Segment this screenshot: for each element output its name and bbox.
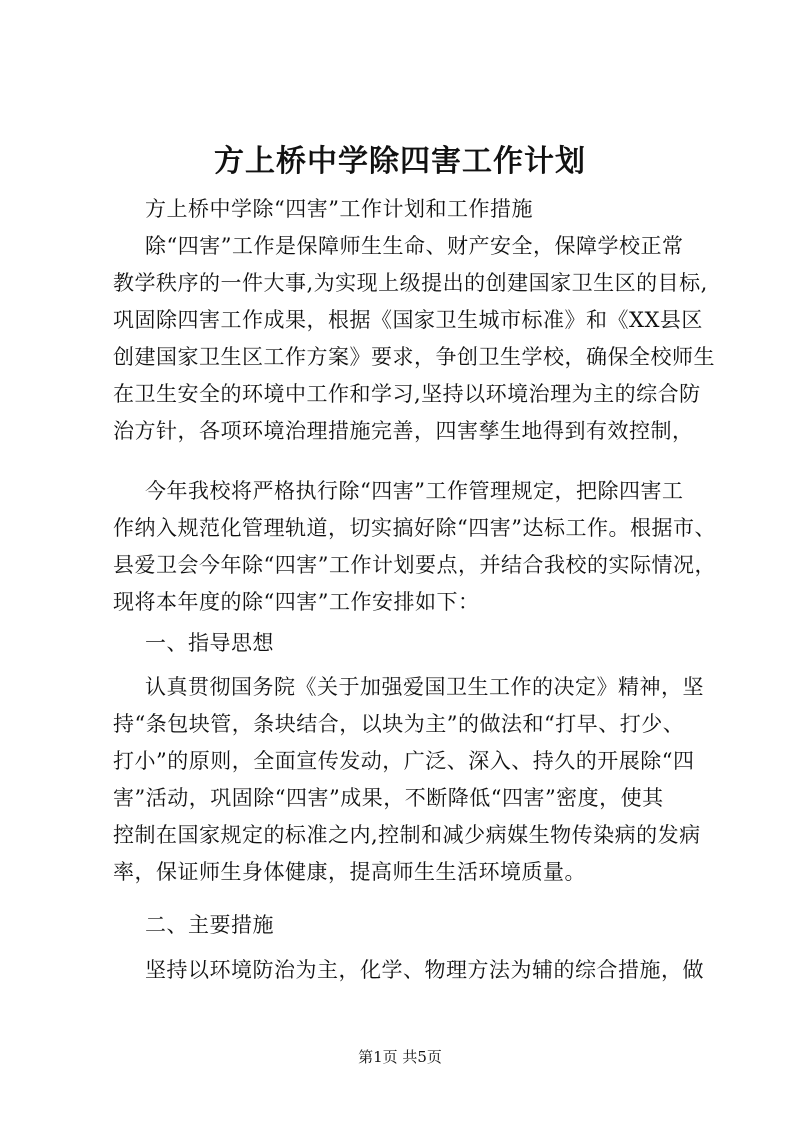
paragraph-line: 治方针，各项环境治理措施完善，四害孳生地得到有效控制，: [113, 419, 694, 443]
paragraph-line: 今年我校将严格执行除“四害”工作管理规定，把除四害工: [145, 479, 684, 503]
paragraph-line: 县爱卫会今年除“四害”工作计划要点，并结合我校的实际情况，: [113, 553, 716, 577]
section-heading-guiding: 一、指导思想: [145, 631, 274, 655]
paragraph-line: 创建国家卫生区工作方案》要求，争创卫生学校，确保全校师生: [113, 345, 715, 369]
paragraph-line: 巩固除四害工作成果，根据《国家卫生城市标准》和《XX县区: [113, 308, 703, 332]
page-footer: 第1页 共5页: [358, 1048, 442, 1066]
document-title: 方上桥中学除四害工作计划: [214, 144, 586, 179]
paragraph-line: 害”活动，巩固除“四害”成果，不断降低“四害”密度，使其: [113, 786, 664, 810]
paragraph-line: 率，保证师生身体健康，提高师生生活环境质量。: [113, 860, 586, 884]
section-heading-measures: 二、主要措施: [145, 913, 274, 937]
paragraph-line: 控制在国家规定的标准之内,控制和减少病媒生物传染病的发病: [113, 823, 701, 847]
paragraph-line: 教学秩序的一件大事,为实现上级提出的创建国家卫生区的目标,: [113, 271, 708, 295]
paragraph-line: 持“条包块管，条块结合，以块为主”的做法和“打早、打少、: [113, 712, 685, 736]
paragraph-line: 在卫生安全的环境中工作和学习,坚持以环境治理为主的综合防: [113, 382, 701, 406]
paragraph-line: 坚持以环境防治为主，化学、物理方法为辅的综合措施，做: [145, 958, 704, 982]
paragraph-line: 除“四害”工作是保障师生生命、财产安全，保障学校正常: [145, 234, 684, 258]
paragraph-line: 打小”的原则，全面宣传发动，广泛、深入、持久的开展除“四: [113, 749, 695, 773]
paragraph-line: 作纳入规范化管理轨道，切实搞好除“四害”达标工作。根据市、: [113, 516, 716, 540]
subtitle-line: 方上桥中学除“四害”工作计划和工作措施: [145, 197, 533, 221]
paragraph-line: 现将本年度的除“四害”工作安排如下：: [113, 590, 480, 614]
paragraph-line: 认真贯彻国务院《关于加强爱国卫生工作的决定》精神，坚: [145, 675, 704, 699]
